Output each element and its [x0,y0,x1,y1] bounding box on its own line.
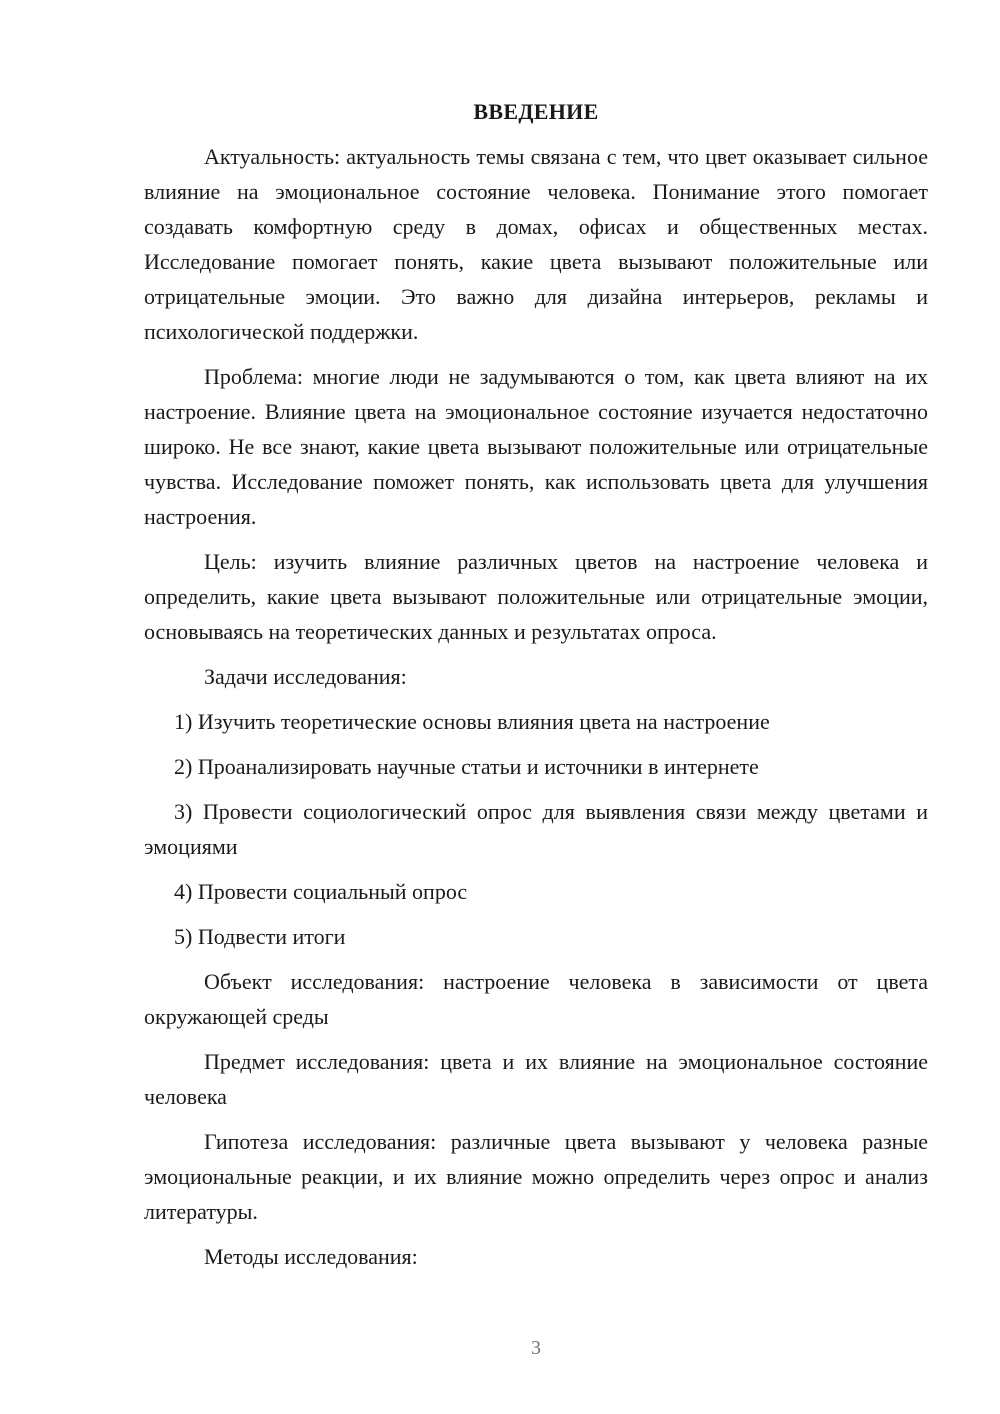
paragraph-problem: Проблема: многие люди не задумываются о том, как цвета влияют на их настроение. Влияние цвета на эмоциональное состояние изучается недостаточно широко. Не все знают, какие цвета вызывают положительные или отрицательные чувства. Исследование поможет понять, как использовать цвета для улучшения настроения. [144,364,928,529]
list-item: 1) Изучить теоретические основы влияния цвета на настроение [174,709,770,734]
page-number: 3 [531,1337,541,1359]
tasks-list [144,704,928,954]
paragraph-relevance: Актуальность: актуальность темы связана с тем, что цвет оказывает сильное влияние на эмоциональное состояние человека. Понимание этого помогает создавать комфортную среду в домах, офисах и общественных местах. Исследование помогает понять, какие цвета вызывают положительные или отрицательные эмоции. Это важно для дизайна интерьеров, рекламы и психологической поддержки. [144,144,928,344]
paragraph-object: Объект исследования: настроение человека в зависимости от цвета окружающей среды [144,969,928,1029]
methods-heading: Методы исследования: [204,1244,418,1269]
list-item: 5) Подвести итоги [174,924,346,949]
list-item: 4) Провести социальный опрос [174,879,468,904]
page-title: ВВЕДЕНИЕ [473,99,599,124]
paragraph-subject: Предмет исследования: цвета и их влияние на эмоциональное состояние человека [144,1049,928,1109]
list-item: 3) Провести социологический опрос для выявления связи между цветами и эмоциями [144,799,928,859]
tasks-heading: Задачи исследования: [204,664,407,689]
list-item: 2) Проанализировать научные статьи и источники в интернете [174,754,759,779]
paragraph-goal: Цель: изучить влияние различных цветов на настроение человека и определить, какие цвета вызывают положительные или отрицательные эмоции, основываясь на теоретических данных и результатах опроса. [144,549,928,644]
page-content [144,94,928,1284]
paragraph-hypothesis: Гипотеза исследования: различные цвета вызывают у человека разные эмоциональные реакции, и их влияние можно определить через опрос и анализ литературы. [144,1129,928,1224]
